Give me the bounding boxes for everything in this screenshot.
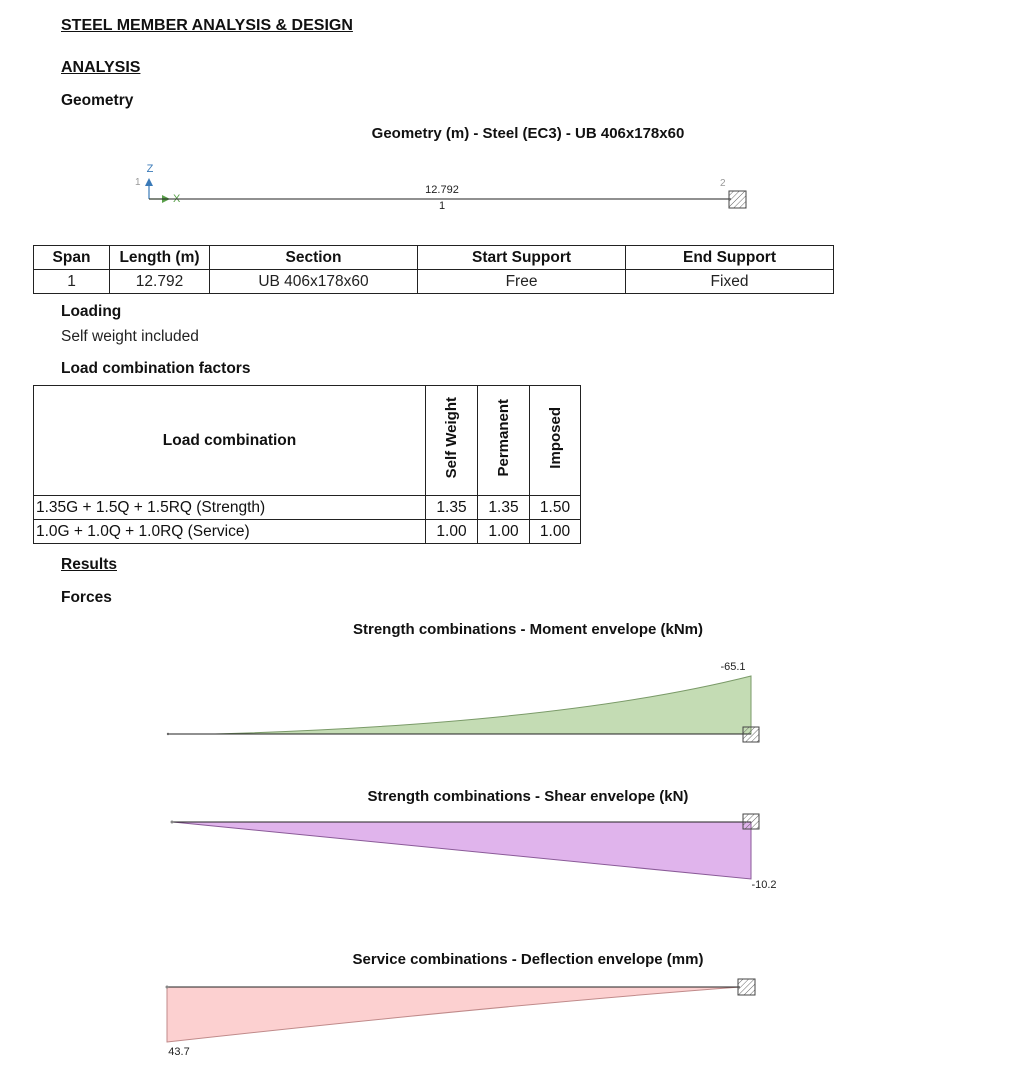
permanent-label: Permanent <box>495 399 512 477</box>
fixed-support-icon <box>743 814 759 829</box>
span-number-label: 1 <box>438 200 446 212</box>
moment-caption: Strength combinations - Moment envelope (kNm) <box>352 621 704 638</box>
section-cell: UB 406x178x60 <box>210 270 418 294</box>
node-2-label: 2 <box>720 178 726 189</box>
load-combination-header: Load combination <box>34 386 426 496</box>
span-table <box>33 245 834 294</box>
moment-peak-label: -65.1 <box>720 661 746 673</box>
free-end-node <box>166 986 169 989</box>
geometry-diagram <box>0 155 1020 215</box>
load-table-header <box>34 386 581 496</box>
moment-envelope-area <box>215 676 751 734</box>
load-factors-heading: Load combination factors <box>61 360 251 377</box>
factor-cell: 1.00 <box>530 520 581 544</box>
end-support-header: End Support <box>626 246 834 270</box>
factor-cell: 1.00 <box>478 520 530 544</box>
deflection-peak-label: 43.7 <box>168 1046 190 1058</box>
span-cell: 1 <box>34 270 110 294</box>
permanent-header <box>478 386 530 496</box>
shear-peak-label: -10.2 <box>751 879 777 891</box>
length-cell: 12.792 <box>110 270 210 294</box>
analysis-heading: ANALYSIS <box>61 59 141 76</box>
free-end-node <box>171 821 174 824</box>
load-combination-table <box>33 385 581 544</box>
deflection-diagram <box>0 975 1020 1086</box>
fixed-support-icon <box>738 979 755 995</box>
axis-z-label: Z <box>146 163 154 175</box>
moment-diagram <box>0 650 1020 750</box>
combination-name-cell: 1.35G + 1.5Q + 1.5RQ (Strength) <box>34 496 426 520</box>
geometry-caption: Geometry (m) - Steel (EC3) - UB 406x178x60 <box>371 125 685 142</box>
self-weight-label: Self Weight <box>443 397 460 479</box>
start-support-header: Start Support <box>418 246 626 270</box>
factor-cell: 1.50 <box>530 496 581 520</box>
results-heading: Results <box>61 556 117 573</box>
shear-caption: Strength combinations - Shear envelope (kN) <box>367 788 689 805</box>
start-support-cell: Free <box>418 270 626 294</box>
loading-text: Self weight included <box>61 328 199 345</box>
deflection-caption: Service combinations - Deflection envelope (mm) <box>352 951 704 968</box>
factor-cell: 1.35 <box>478 496 530 520</box>
deflection-envelope-area <box>167 987 740 1042</box>
fixed-support-icon <box>729 191 746 208</box>
shear-envelope-area <box>173 822 751 879</box>
combination-name-cell: 1.0G + 1.0Q + 1.0RQ (Service) <box>34 520 426 544</box>
span-table-header <box>34 246 834 270</box>
length-header: Length (m) <box>110 246 210 270</box>
end-support-cell: Fixed <box>626 270 834 294</box>
table-row <box>34 496 581 520</box>
document-title: STEEL MEMBER ANALYSIS & DESIGN <box>61 17 353 34</box>
self-weight-header <box>426 386 478 496</box>
axis-x-label: X <box>173 193 181 205</box>
node-1-label: 1 <box>135 177 141 188</box>
fixed-support-icon <box>743 727 759 742</box>
span-length-label: 12.792 <box>425 184 459 196</box>
shear-diagram <box>0 810 1020 900</box>
z-arrow-head <box>145 178 153 186</box>
free-end-node <box>167 733 169 735</box>
imposed-label: Imposed <box>546 407 564 469</box>
table-row <box>34 520 581 544</box>
factor-cell: 1.00 <box>426 520 478 544</box>
span-header: Span <box>34 246 110 270</box>
loading-heading: Loading <box>61 303 122 320</box>
imposed-header <box>530 386 581 496</box>
table-row <box>34 270 834 294</box>
section-header: Section <box>210 246 418 270</box>
geometry-heading: Geometry <box>61 92 134 109</box>
factor-cell: 1.35 <box>426 496 478 520</box>
forces-heading: Forces <box>61 589 112 606</box>
